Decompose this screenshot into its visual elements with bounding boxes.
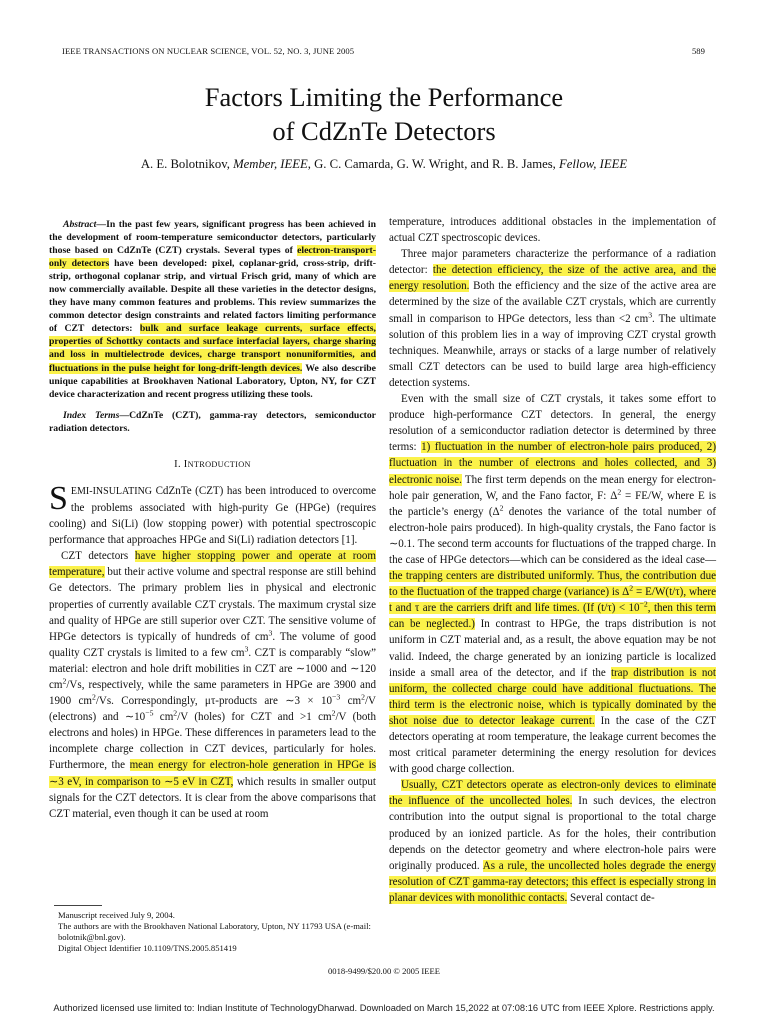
right-column [389, 214, 716, 906]
copyright-footer: 0018-9499/$20.00 © 2005 IEEE [327, 966, 441, 976]
highlight: the trapping centers are distributed uniformly. Thus, the contribution due to the fluctuation of the trapped charge (variance) is $\Delta^2 = E/W(t/\tau)$, where t and τ are the carriers drift and life times. (If $(t/\tau) < 10^{-2}$, then this term can be neglected.) [389, 570, 716, 631]
title-line-2: of CdZnTe Detectors [272, 116, 496, 146]
right-paragraph-3: Even with the small size of CZT crystals, it takes some effort to produce high-performance CZT detectors. In general, the energy resolution of a semiconductor radiation detector is determined by three terms: 1) fluctuation in the number of electron-hole pairs produced, 2) fluctuation in the number of electrons and holes collected, and 3) electronic noise. The first term depends on the mean energy for electron-hole pair generation, W, and the Fano factor, F: $\Delta^2 = FE/W$, where E is the particle’s energy ($\Delta^2$ denotes the variance of the total number of electron-hole pairs produced). In high-quality crystals, the Fano factor is ∼0.1. The second term accounts for fluctuations of the trapped charge. In the case of HPGe detectors—which can be considered as the ideal case—the trapping centers are distributed uniformly. Thus, the contribution due to the fluctuation of the trapped charge (variance) is $\Delta^2 = E/W(t/\tau)$, where t and τ are the carriers drift and life times. (If $(t/\tau) < 10^{-2}$, then this term can be neglected.) In contrast to HPGe, the traps distribution is not uniform in CZT material and, as a result, the above equation may be not valid. Indeed, the charge generated by an ionizing particle is localized inside a small area of the detector, and if the trap distribution is not uniform, the collected charge could have additional fluctuations. The third term is the electronic noise, which is typically dominated by the shot noise due to detector leakage current. In the case of the CZT detectors operating at room temperature, the leakage current becomes the most critical parameter determining the energy resolution for devices with good charge collection. [389, 393, 717, 776]
paper-title [0, 80, 768, 148]
highlight: bulk and surface leakage currents, surface effects, properties of Schottky contacts and surface interfacial layers, charge sharing and loss in multielectrode devices, charge transport nonuniformities, and fluctuations in the pulse height for long-drift-length devices. [49, 323, 376, 374]
abstract-label: Abstract [63, 219, 97, 230]
title-line-1: Factors Limiting the Performance [204, 82, 564, 112]
license-notice: Authorized licensed use limited to: Indian Institute of TechnologyDharwad. Downloaded on March 15,2022 at 07:08:16 UTC from IEEE Xplore. Restrictions apply. [53, 1003, 715, 1013]
intro-paragraph-2: CZT detectors have higher stopping power and operate at room temperature, but their active volume and spectral response are still behind Ge detectors. The primary problem lies in physical and electronic properties of currently available CZT crystals. The maximum crystal size and quality of HPGe are still superior over CZT. The sensitive volume of HPGe detectors is typically of hundreds of $cm^3$. The volume of good quality CZT crystals is limited to a few $cm^3$. CZT is comparably “slow” material: electron and hole drift mobilities in CZT are ∼1000 and ∼120 $cm^2/Vs$, respectively, while the same parameters in HPGe are 3900 and 1900 $cm^2/Vs$. Correspondingly, μτ-products are ∼3 × $10^{-3}$ $cm^2/V$ (electrons) and $\sim 10^{-5}$ $cm^2/V$ (holes) for CZT and >1 $cm^2/V$ (both electrons and holes) in HPGe. These differences in parameters lead to the incomplete charge collection in CZT devices, particularly for holes. Furthermore, the mean energy for electron-hole generation in HPGe is ∼3 eV, in comparison to ∼5 eV in CZT, which results in smaller output signals for the CZT detectors. It is clear from the above comparisons that CZT material, even though it can be used at room [49, 550, 377, 820]
author-1: A. E. Bolotnikov [140, 157, 227, 171]
highlight: have higher stopping power and operate at room temperature, [49, 550, 377, 579]
index-terms-label: Index Terms [63, 409, 120, 421]
index-terms: Index Terms—CdZnTe (CZT), gamma-ray detectors, semiconductor radiation detectors. [49, 409, 376, 434]
highlight: As a rule, the uncollected holes degrade the energy resolution of CZT gamma-ray detectors; this effect is especially strong in planar devices with monolithic contacts. [389, 859, 716, 904]
page-number: 589 [692, 46, 705, 56]
right-paragraph-1: temperature, introduces additional obstacles in the implementation of actual CZT spectroscopic devices. [389, 216, 716, 245]
footnote-line-1: Manuscript received July 9, 2004. [58, 910, 175, 920]
right-paragraph-2: Three major parameters characterize the performance of a radiation detector: the detection efficiency, the size of the active area, and the energy resolution. Both the efficiency and the size of the active area are determined by the size of the available CZT crystals, which are currently small in comparison to HPGe detectors, less than <2 $cm^3$. The ultimate solution of this problem lies in a way of improving CZT crystal growth techniques. Meanwhile, arrays or stacks of a large number of relatively small CZT detectors can be used to build large area high-efficiency detection systems. [389, 248, 716, 389]
highlight: mean energy for electron-hole generation in HPGe is ∼3 eV, in comparison to ∼5 eV in CZT, [49, 759, 376, 788]
highlight: 1) fluctuation in the number of electron-hole pairs produced, 2) fluctuation in the number of electrons and holes collected, and 3) electronic noise. [389, 441, 716, 486]
highlight: trap distribution is not uniform, the collected charge could have additional fluctuations. The third term is the electronic noise, which is typically dominated by the shot noise due to detector leakage current. [389, 666, 716, 727]
drop-cap: S [49, 479, 68, 517]
highlight: electron-transport-only detectors [49, 245, 376, 270]
highlight: the detection efficiency, the size of the active area, and the energy resolution. [389, 264, 716, 293]
author-list: A. E. Bolotnikov, Member, IEEE, G. C. Camarda, G. W. Wright, and R. B. James, Fellow, IEEE [140, 157, 628, 171]
highlight: Usually, CZT detectors operate as electron-only devices to eliminate the influence of the uncollected holes. [389, 779, 716, 808]
running-header: IEEE TRANSACTIONS ON NUCLEAR SCIENCE, VOL. 52, NO. 3, JUNE 2005 [62, 46, 355, 56]
left-column [49, 214, 376, 822]
author-1-role: Member, IEEE [233, 157, 308, 171]
footnote [58, 910, 388, 954]
footnote-line-2: The authors are with the Brookhaven National Laboratory, Upton, NY 11793 USA (e-mail: bolotnik@bnl.gov). [58, 921, 371, 943]
intro-paragraph-1: SEMI-INSULATING CdZnTe (CZT) has been introduced to overcome the problems associated with high-purity Ge (HPGe) (requires cooling) and Si(Li) (low stopping power) with potential spectroscopic performance that approaches HPGe and Si(Li) radiation detectors [1]. [49, 479, 376, 547]
footnote-rule [54, 905, 102, 906]
right-paragraph-4: Usually, CZT detectors operate as electron-only devices to eliminate the influence of the uncollected holes. In such devices, the electron contribution into the output signal is proportional to the total charge produced by an ionized particle. As for the holes, their contribution depends on the detector geometry and where electron-hole pairs were originally produced. As a rule, the uncollected holes degrade the energy resolution of CZT gamma-ray detectors; this effect is especially strong in planar devices with monolithic contacts. Several contact de- [389, 779, 716, 904]
author-last-role: Fellow, IEEE [559, 157, 628, 171]
authors-middle: , G. C. Camarda, G. W. Wright, and R. B. James [307, 157, 553, 171]
section-heading-introduction: I. INTRODUCTION [174, 458, 251, 470]
abstract: Abstract—In the past few years, significant progress has been achieved in the development of room-temperature semiconductor detectors, particularly those based on CdZnTe (CZT) crystals. Several types of electron-transport-only detectors have been developed: pixel, coplanar-grid, cross-strip, drift-strip, orthogonal coplanar strip, and virtual Frisch grid, many of which are now commercially available. Despite all these varieties in the detector designs, they have many common features and problems. This review summarizes the common detector design constraints and related factors limiting performance of CZT detectors: bulk and surface leakage currents, surface effects, properties of Schottky contacts and surface interfacial layers, charge sharing and loss in multielectrode devices, charge transport nonuniformities, and fluctuations in the pulse height for long-drift-length devices. We also describe unique capabilities at Brookhaven National Laboratory, Upton, NY, for CZT device characterization and recent progress utilizing these tools. [49, 219, 376, 400]
footnote-line-3: Digital Object Identifier 10.1109/TNS.2005.851419 [58, 943, 237, 954]
